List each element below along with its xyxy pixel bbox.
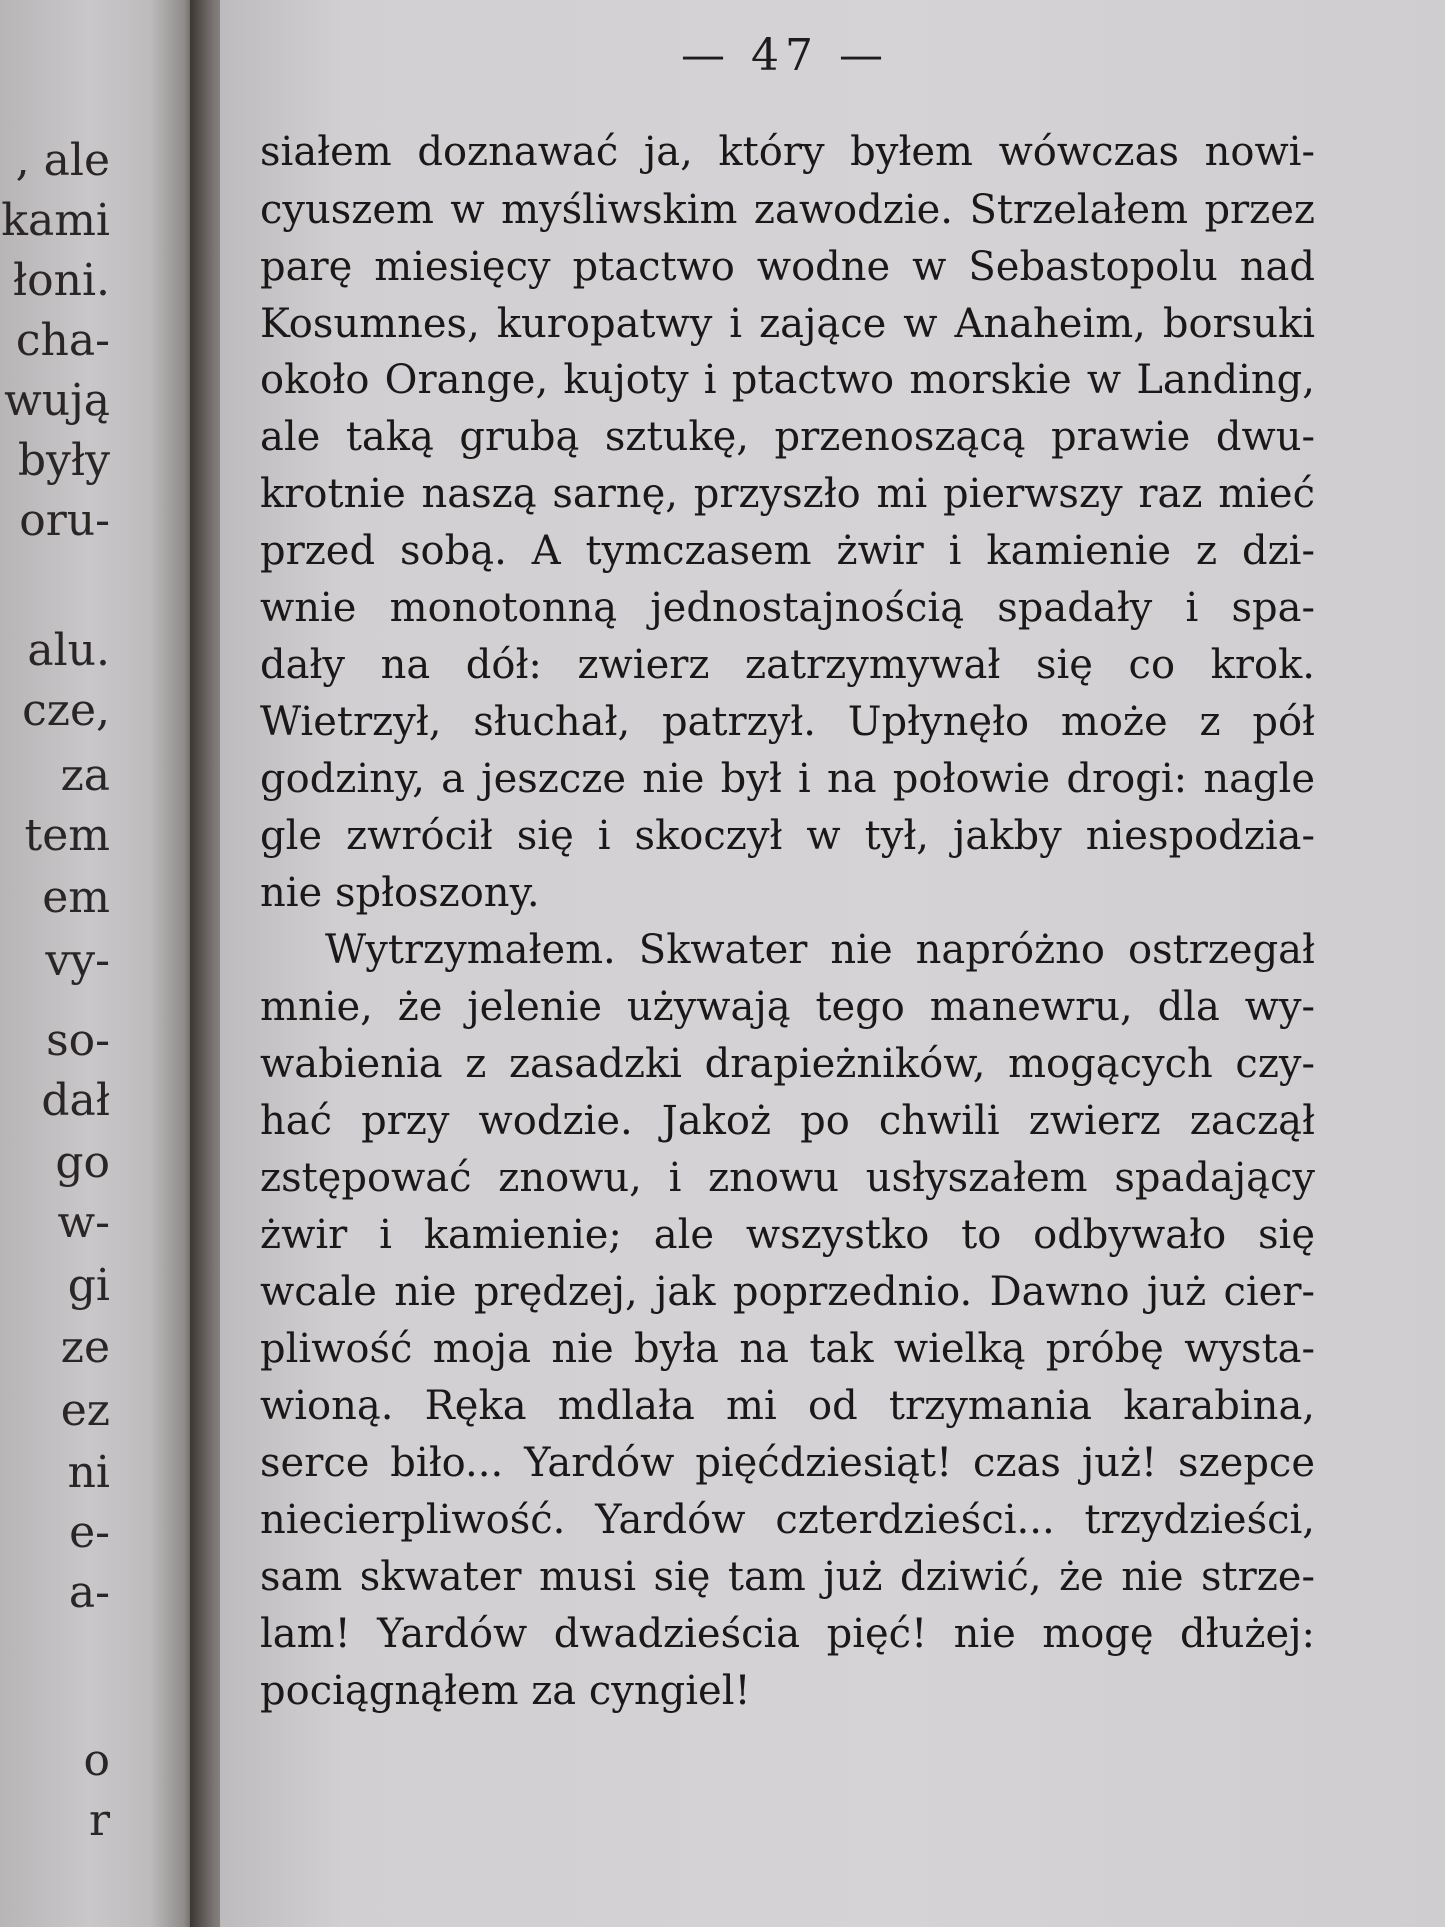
left-page-line: dał xyxy=(41,1075,110,1126)
text-line: godziny, a jeszcze nie był i na połowie drogi: nagle xyxy=(260,756,1315,802)
left-page-line: były xyxy=(17,435,110,486)
left-page-line: kami xyxy=(1,195,110,246)
text-line: dały na dół: zwierz zatrzymywał się co krok. xyxy=(260,642,1315,688)
text-line: mnie, że jelenie używają tego manewru, dla wy- xyxy=(260,984,1315,1030)
left-page-line: łoni. xyxy=(12,255,110,306)
left-page-line: go xyxy=(55,1137,110,1188)
text-line: zstępować znowu, i znowu usłyszałem spadający xyxy=(260,1155,1315,1201)
left-page-line: e- xyxy=(69,1507,110,1558)
left-page-line: w- xyxy=(57,1197,110,1248)
text-line: krotnie naszą sarnę, przyszło mi pierwszy raz mieć xyxy=(260,471,1315,517)
text-line: Wietrzył, słuchał, patrzył. Upłynęło może z pół xyxy=(260,699,1315,745)
left-page-line: em xyxy=(42,872,110,923)
left-page-line: ni xyxy=(67,1447,110,1498)
left-page-line: cze, xyxy=(22,685,110,736)
left-page-line: ez xyxy=(60,1385,110,1436)
text-line: cyuszem w myśliwskim zawodzie. Strzelałem przez xyxy=(260,187,1315,233)
text-line: Wytrzymałem. Skwater nie napróżno ostrzegał xyxy=(325,927,1315,973)
left-page-line: a- xyxy=(68,1567,110,1618)
text-line: serce biło... Yardów pięćdziesiąt! czas już! szepce xyxy=(260,1440,1315,1486)
left-page-line: za xyxy=(60,750,110,801)
left-page-line: cha- xyxy=(15,315,110,366)
left-page-line: , ale xyxy=(15,135,110,186)
text-line: gle zwrócił się i skoczył w tył, jakby niespodzia- xyxy=(260,813,1315,859)
text-line: wioną. Ręka mdlała mi od trzymania karabina, xyxy=(260,1383,1315,1429)
left-page-line: wują xyxy=(4,375,110,426)
text-line: nie spłoszony. xyxy=(260,870,540,916)
text-line: sam skwater musi się tam już dziwić, że nie strze- xyxy=(260,1554,1315,1600)
text-line: pociągnąłem za cyngiel! xyxy=(260,1668,751,1714)
text-line: około Orange, kujoty i ptactwo morskie w Landing, xyxy=(260,357,1315,403)
left-page-line: alu. xyxy=(27,625,110,676)
left-page-line: r xyxy=(88,1795,110,1846)
text-line: wabienia z zasadzki drapieżników, mogących czy- xyxy=(260,1041,1315,1087)
left-page-line: oru- xyxy=(19,495,110,546)
text-line: niecierpliwość. Yardów czterdzieści... trzydzieści, xyxy=(260,1497,1315,1543)
left-page-line: vy- xyxy=(45,935,110,986)
left-page-line: so- xyxy=(46,1015,110,1066)
text-line: żwir i kamienie; ale wszystko to odbywało się xyxy=(260,1212,1315,1258)
page-number: — 47 — xyxy=(681,30,889,81)
text-line: ale taką grubą sztukę, przenoszącą prawie dwu- xyxy=(260,414,1315,460)
left-page-line: ze xyxy=(60,1322,110,1373)
text-line: siałem doznawać ja, który byłem wówczas nowi- xyxy=(260,129,1315,175)
text-line: pliwość moja nie była na tak wielką próbę wysta- xyxy=(260,1326,1315,1372)
left-page-line: gi xyxy=(67,1260,110,1311)
text-line: lam! Yardów dwadzieścia pięć! nie mogę dłużej: xyxy=(260,1611,1315,1657)
text-line: hać przy wodzie. Jakoż po chwili zwierz zaczął xyxy=(260,1098,1315,1144)
text-line: przed sobą. A tymczasem żwir i kamienie z dzi- xyxy=(260,528,1315,574)
text-line: Kosumnes, kuropatwy i zające w Anaheim, borsuki xyxy=(260,301,1315,347)
left-page-line: o xyxy=(83,1735,110,1786)
text-line: parę miesięcy ptactwo wodne w Sebastopolu nad xyxy=(260,244,1315,290)
text-line: wcale nie prędzej, jak poprzednio. Dawno już cier- xyxy=(260,1269,1315,1315)
left-page-line: tem xyxy=(24,810,110,861)
text-line: wnie monotonną jednostajnością spadały i spa- xyxy=(260,585,1315,631)
